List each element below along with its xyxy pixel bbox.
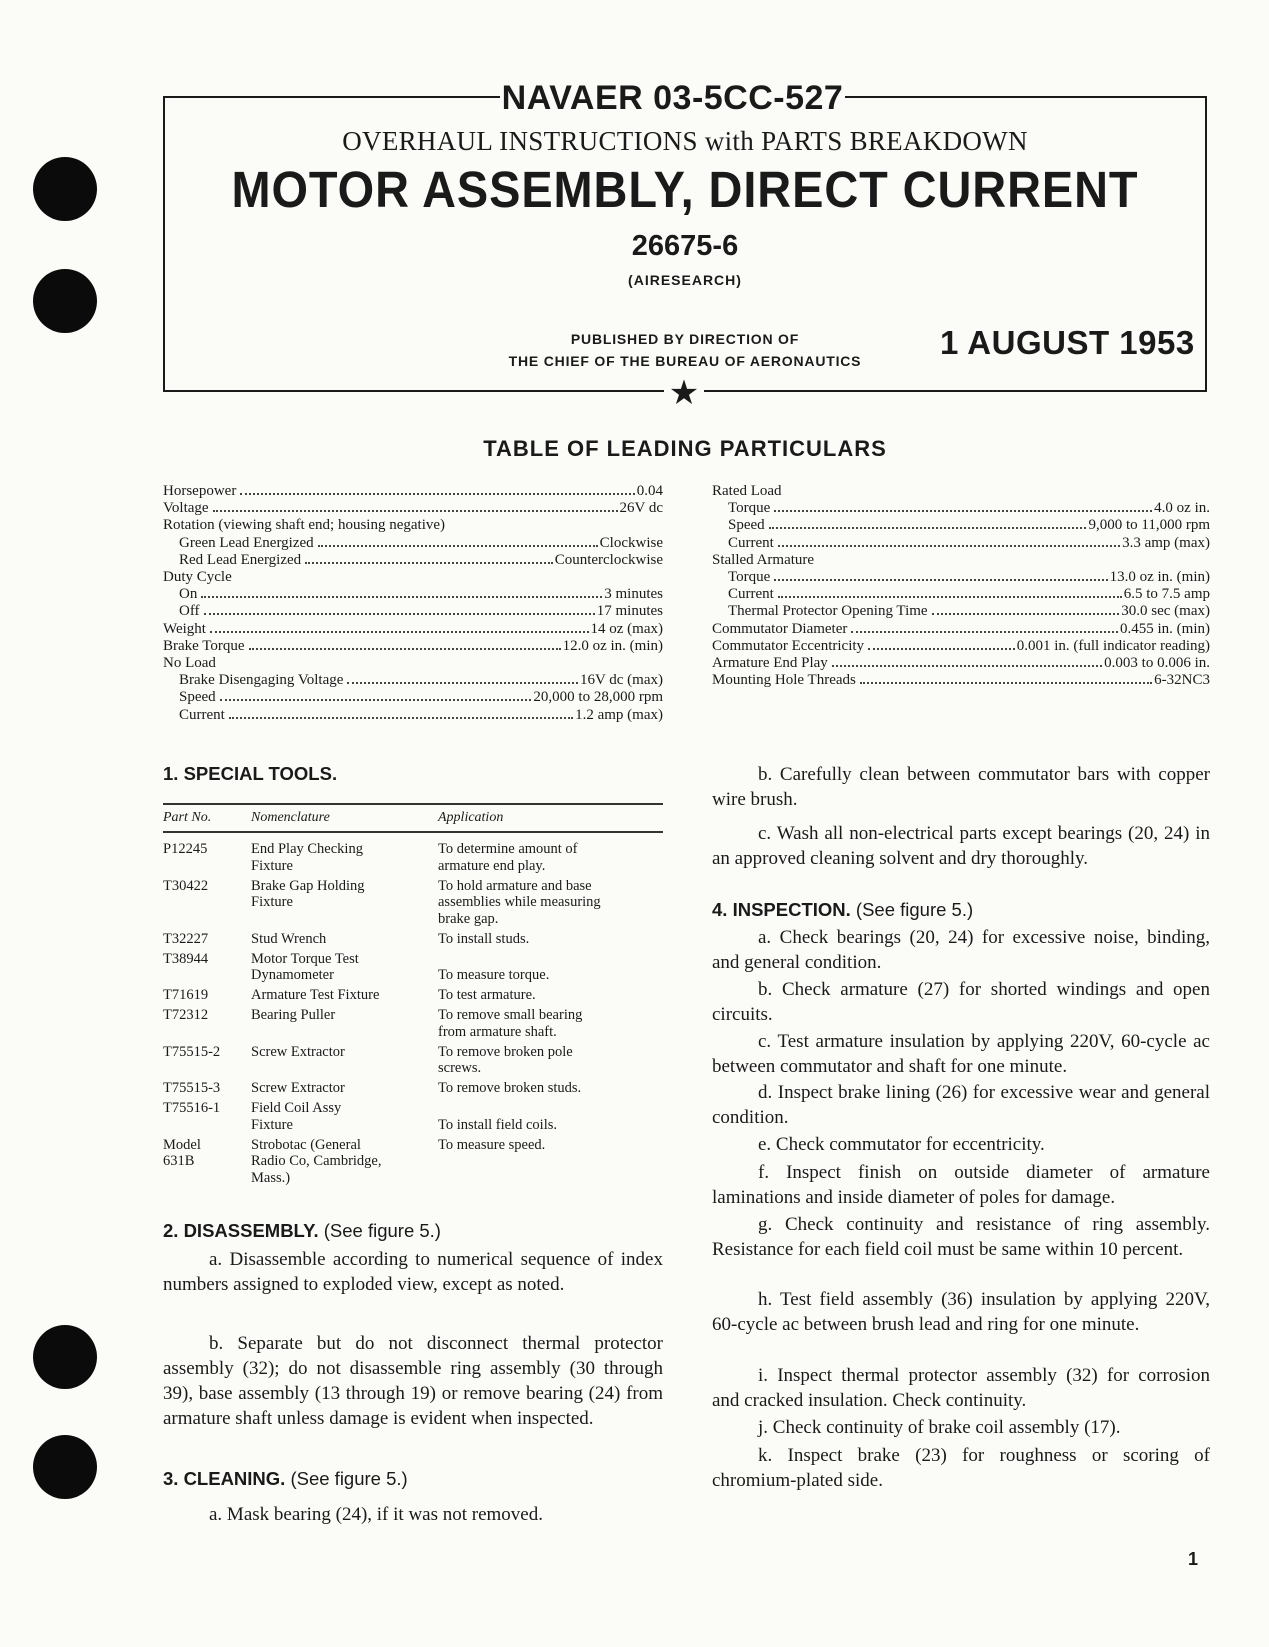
leader-dots	[318, 545, 598, 547]
manufacturer: (AIRESEARCH)	[628, 272, 742, 288]
particular-row	[163, 483, 663, 500]
binder-hole	[33, 269, 97, 333]
particular-label: No Load	[163, 655, 216, 672]
tools-header-part: Part No.	[163, 810, 212, 825]
tool-nomenclature: End Play Checking Fixture	[251, 841, 363, 874]
particular-value: 1.2 amp (max)	[575, 706, 663, 723]
binder-hole	[33, 1325, 97, 1389]
tool-part-number: T75516-1	[163, 1100, 221, 1116]
document-title: MOTOR ASSEMBLY, DIRECT CURRENT	[231, 161, 1139, 218]
particular-value: 3.3 amp (max)	[1122, 534, 1210, 551]
tool-application: To remove broken studs.	[438, 1080, 582, 1096]
particular-label: Torque	[728, 500, 771, 517]
tool-nomenclature: Brake Gap Holding Fixture	[251, 877, 365, 910]
particular-label: Rotation (viewing shaft end; housing negative)	[163, 517, 446, 534]
tool-nomenclature: Screw Extractor	[251, 1043, 345, 1060]
publisher-line-1: PUBLISHED BY DIRECTION OF	[570, 331, 800, 347]
particular-value: 0.04	[636, 483, 663, 499]
tool-part-number: T72312	[163, 1007, 209, 1023]
leader-dots	[249, 648, 561, 650]
leader-dots	[220, 699, 532, 701]
particular-row	[712, 638, 1210, 655]
tool-application: To install studs.	[438, 930, 530, 947]
leader-dots	[932, 613, 1120, 615]
leader-dots	[204, 613, 595, 615]
disassembly-heading	[163, 1220, 441, 1242]
particular-value: 17 minutes	[596, 603, 663, 620]
particular-value: Counterclockwise	[554, 551, 663, 568]
disassembly-b: b. Separate but do not disconnect thermal protector assembly (32); do not disassemble ring assembly (30 through 39), base assembly (13 through 19) or remove bearing (24) from armature shaft unless damage is evident when inspected.	[163, 1333, 663, 1429]
particulars-left-column	[163, 483, 663, 724]
tool-nomenclature: Stud Wrench	[251, 930, 327, 947]
publisher-line-2: THE CHIEF OF THE BUREAU OF AERONAUTICS	[508, 353, 862, 369]
tool-part-number: T32227	[163, 930, 209, 947]
table-row	[163, 1080, 663, 1097]
particular-row	[163, 517, 663, 534]
particular-value: 0.003 to 0.006 in.	[1104, 655, 1210, 672]
particular-row	[163, 707, 663, 724]
tool-nomenclature: Armature Test Fixture	[251, 987, 380, 1003]
particular-label: Brake Torque	[163, 637, 245, 654]
table-row	[163, 1100, 663, 1133]
table-row	[163, 1137, 663, 1187]
document-subtitle: OVERHAUL INSTRUCTIONS with PARTS BREAKDOWN	[342, 126, 1028, 156]
particular-value: 3 minutes	[604, 586, 663, 603]
particular-value: 16V dc (max)	[579, 672, 663, 689]
table-row	[163, 1044, 663, 1077]
inspection-heading	[712, 899, 973, 921]
tool-application: To install field coils.	[438, 1116, 557, 1133]
particular-label: Duty Cycle	[163, 569, 232, 586]
tool-nomenclature: Field Coil Assy Fixture	[251, 1100, 342, 1133]
inspection-figure-ref: (See figure 5.)	[855, 899, 974, 920]
particular-row	[163, 621, 663, 638]
particular-row	[712, 535, 1210, 552]
leader-dots	[201, 596, 602, 598]
particular-value: 9,000 to 11,000 rpm	[1088, 517, 1210, 534]
particular-label: Red Lead Energized	[179, 551, 302, 568]
particular-label: Thermal Protector Opening Time	[728, 603, 928, 620]
special-tools-title: 1. SPECIAL TOOLS.	[163, 763, 338, 784]
particular-label: Commutator Diameter	[712, 620, 848, 637]
particular-label: On	[179, 586, 198, 603]
tool-part-number: Model 631B	[163, 1136, 201, 1169]
inspection-item: i. Inspect thermal protector assembly (32) for corrosion and cracked insulation. Check continuity.	[712, 1365, 1210, 1411]
leader-dots	[210, 631, 589, 633]
cleaning-a: a. Mask bearing (24), if it was not removed.	[209, 1504, 543, 1525]
tool-part-number: T30422	[163, 877, 209, 894]
particular-value: Clockwise	[599, 534, 663, 551]
inspection-item: e. Check commutator for eccentricity.	[758, 1134, 1045, 1155]
particulars-title: TABLE OF LEADING PARTICULARS	[483, 436, 887, 461]
binder-hole	[33, 1435, 97, 1499]
page-number: 1	[1188, 1549, 1199, 1569]
particular-label: Current	[728, 586, 774, 603]
particular-row	[712, 483, 1210, 500]
particular-value: 12.0 oz in. (min)	[562, 637, 663, 654]
leader-dots	[229, 717, 573, 719]
binder-hole	[33, 157, 97, 221]
table-row	[163, 987, 663, 1004]
particular-value: 26V dc	[619, 500, 663, 517]
tools-table-header	[163, 803, 663, 833]
tool-part-number: T75515-2	[163, 1043, 221, 1060]
cleaning-c: c. Wash all non-electrical parts except bearings (20, 24) in an approved cleaning solvent and dry thoroughly.	[712, 823, 1210, 869]
cleaning-b: b. Carefully clean between commutator bars with copper wire brush.	[712, 764, 1210, 810]
disassembly-figure-ref: (See figure 5.)	[323, 1220, 441, 1241]
tool-application: To hold armature and base assemblies while measuring brake gap.	[438, 877, 601, 927]
disassembly-a: a. Disassemble according to numerical sequence of index numbers assigned to exploded view, except as noted.	[163, 1249, 663, 1295]
particular-value: 30.0 sec (max)	[1121, 603, 1210, 620]
inspection-title: 4. INSPECTION.	[712, 899, 851, 920]
inspection-item: g. Check continuity and resistance of ring assembly. Resistance for each field coil must be same within 10 percent.	[712, 1214, 1210, 1260]
particular-row	[712, 655, 1210, 672]
particular-row	[712, 552, 1210, 569]
particular-label: Speed	[179, 689, 216, 706]
particular-row	[163, 569, 663, 586]
inspection-item: k. Inspect brake (23) for roughness or scoring of chromium-plated side.	[712, 1445, 1210, 1491]
leader-dots	[347, 682, 578, 684]
particular-row	[712, 672, 1210, 689]
tool-part-number: P12245	[163, 841, 208, 857]
particular-label: Mounting Hole Threads	[712, 672, 856, 689]
publisher-line	[470, 328, 900, 372]
particular-label: Armature End Play	[712, 655, 828, 672]
cleaning-figure-ref: (See figure 5.)	[290, 1468, 408, 1489]
tools-header-application: Application	[438, 810, 504, 825]
inspection-item: d. Inspect brake lining (26) for excessive wear and general condition.	[712, 1082, 1210, 1128]
particular-row	[163, 500, 663, 517]
model-number: 26675-6	[631, 230, 739, 262]
leader-dots	[240, 493, 634, 495]
particular-label: Weight	[163, 620, 206, 637]
particular-row	[712, 569, 1210, 586]
particular-value: 13.0 oz in. (min)	[1109, 569, 1210, 586]
particular-label: Green Lead Energized	[179, 534, 314, 551]
tool-nomenclature: Strobotac (General Radio Co, Cambridge, Mass.)	[251, 1136, 382, 1186]
leader-dots	[213, 510, 618, 512]
particular-label: Voltage	[163, 500, 209, 517]
table-row	[163, 878, 663, 928]
leader-dots	[778, 596, 1122, 598]
table-row	[163, 951, 663, 984]
tools-table-body	[163, 833, 663, 1186]
document-number: NAVAER 03-5CC-527	[501, 79, 844, 117]
particular-label: Speed	[728, 517, 765, 534]
particular-value: 6-32NC3	[1154, 672, 1210, 689]
leader-dots	[851, 631, 1118, 633]
tool-application: To remove small bearing from armature shaft.	[438, 1007, 583, 1040]
particular-row	[712, 603, 1210, 620]
particular-label: Stalled Armature	[712, 551, 815, 568]
tool-nomenclature: Bearing Puller	[251, 1007, 336, 1023]
particular-label: Brake Disengaging Voltage	[179, 672, 344, 689]
leader-dots	[832, 665, 1102, 667]
inspection-item: c. Test armature insulation by applying 220V, 60-cycle ac between commutator and shaft for one minute.	[712, 1031, 1210, 1077]
publication-date: 1 AUGUST 1953	[940, 324, 1195, 361]
particular-row	[163, 603, 663, 620]
cleaning-heading	[163, 1468, 408, 1490]
particular-value: 20,000 to 28,000 rpm	[533, 689, 663, 706]
particular-label: Rated Load	[712, 483, 782, 499]
particular-row	[163, 655, 663, 672]
star-icon: ★	[664, 374, 704, 414]
inspection-item: f. Inspect finish on outside diameter of armature laminations and inside diameter of poles for damage.	[712, 1162, 1210, 1208]
particular-value: 0.001 in. (full indicator reading)	[1016, 637, 1210, 654]
particular-row	[712, 500, 1210, 517]
tool-nomenclature: Screw Extractor	[251, 1080, 345, 1096]
table-row	[163, 841, 663, 874]
special-tools-heading	[163, 763, 337, 785]
particular-row	[163, 552, 663, 569]
inspection-item: j. Check continuity of brake coil assembly (17).	[758, 1417, 1121, 1438]
leader-dots	[305, 562, 553, 564]
particular-row	[163, 586, 663, 603]
tool-application: To remove broken pole screws.	[438, 1043, 573, 1076]
particular-row	[163, 638, 663, 655]
particular-label: Torque	[728, 569, 771, 586]
leader-dots	[769, 527, 1087, 529]
particular-value: 0.455 in. (min)	[1120, 620, 1210, 637]
tool-application: To determine amount of armature end play.	[438, 841, 578, 874]
tools-header-nomenclature: Nomenclature	[251, 810, 330, 825]
inspection-item: h. Test field assembly (36) insulation by applying 220V, 60-cycle ac between brush lead and ring for one minute.	[712, 1289, 1210, 1335]
tool-application: To measure torque.	[438, 967, 550, 983]
tool-part-number: T38944	[163, 950, 209, 967]
table-row	[163, 931, 663, 948]
particular-label: Commutator Eccentricity	[712, 637, 865, 654]
particular-label: Off	[179, 603, 200, 620]
special-tools-table	[163, 803, 663, 1190]
tool-application: To test armature.	[438, 987, 536, 1003]
disassembly-title: 2. DISASSEMBLY.	[163, 1220, 319, 1241]
particular-row	[163, 672, 663, 689]
particular-value: 6.5 to 7.5 amp	[1123, 586, 1210, 603]
tool-part-number: T71619	[163, 987, 209, 1003]
table-row	[163, 1007, 663, 1040]
tool-part-number: T75515-3	[163, 1080, 221, 1096]
particular-row	[712, 621, 1210, 638]
particular-row	[163, 535, 663, 552]
particular-row	[163, 689, 663, 706]
cleaning-title: 3. CLEANING.	[163, 1468, 286, 1489]
particular-value: 14 oz (max)	[590, 620, 663, 637]
leader-dots	[860, 682, 1152, 684]
tool-nomenclature: Motor Torque Test Dynamometer	[251, 950, 359, 983]
particular-label: Horsepower	[163, 483, 237, 499]
inspection-item: a. Check bearings (20, 24) for excessive noise, binding, and general condition.	[712, 927, 1210, 973]
particular-label: Current	[179, 706, 225, 723]
particular-row	[712, 586, 1210, 603]
particular-value: 4.0 oz in.	[1154, 500, 1210, 517]
particular-label: Current	[728, 534, 774, 551]
particulars-right-column	[712, 483, 1210, 689]
leader-dots	[774, 510, 1152, 512]
inspection-item: b. Check armature (27) for shorted windings and open circuits.	[712, 979, 1210, 1025]
tool-application: To measure speed.	[438, 1136, 546, 1153]
leader-dots	[778, 545, 1120, 547]
particular-row	[712, 517, 1210, 534]
leader-dots	[774, 579, 1107, 581]
leader-dots	[868, 648, 1015, 650]
